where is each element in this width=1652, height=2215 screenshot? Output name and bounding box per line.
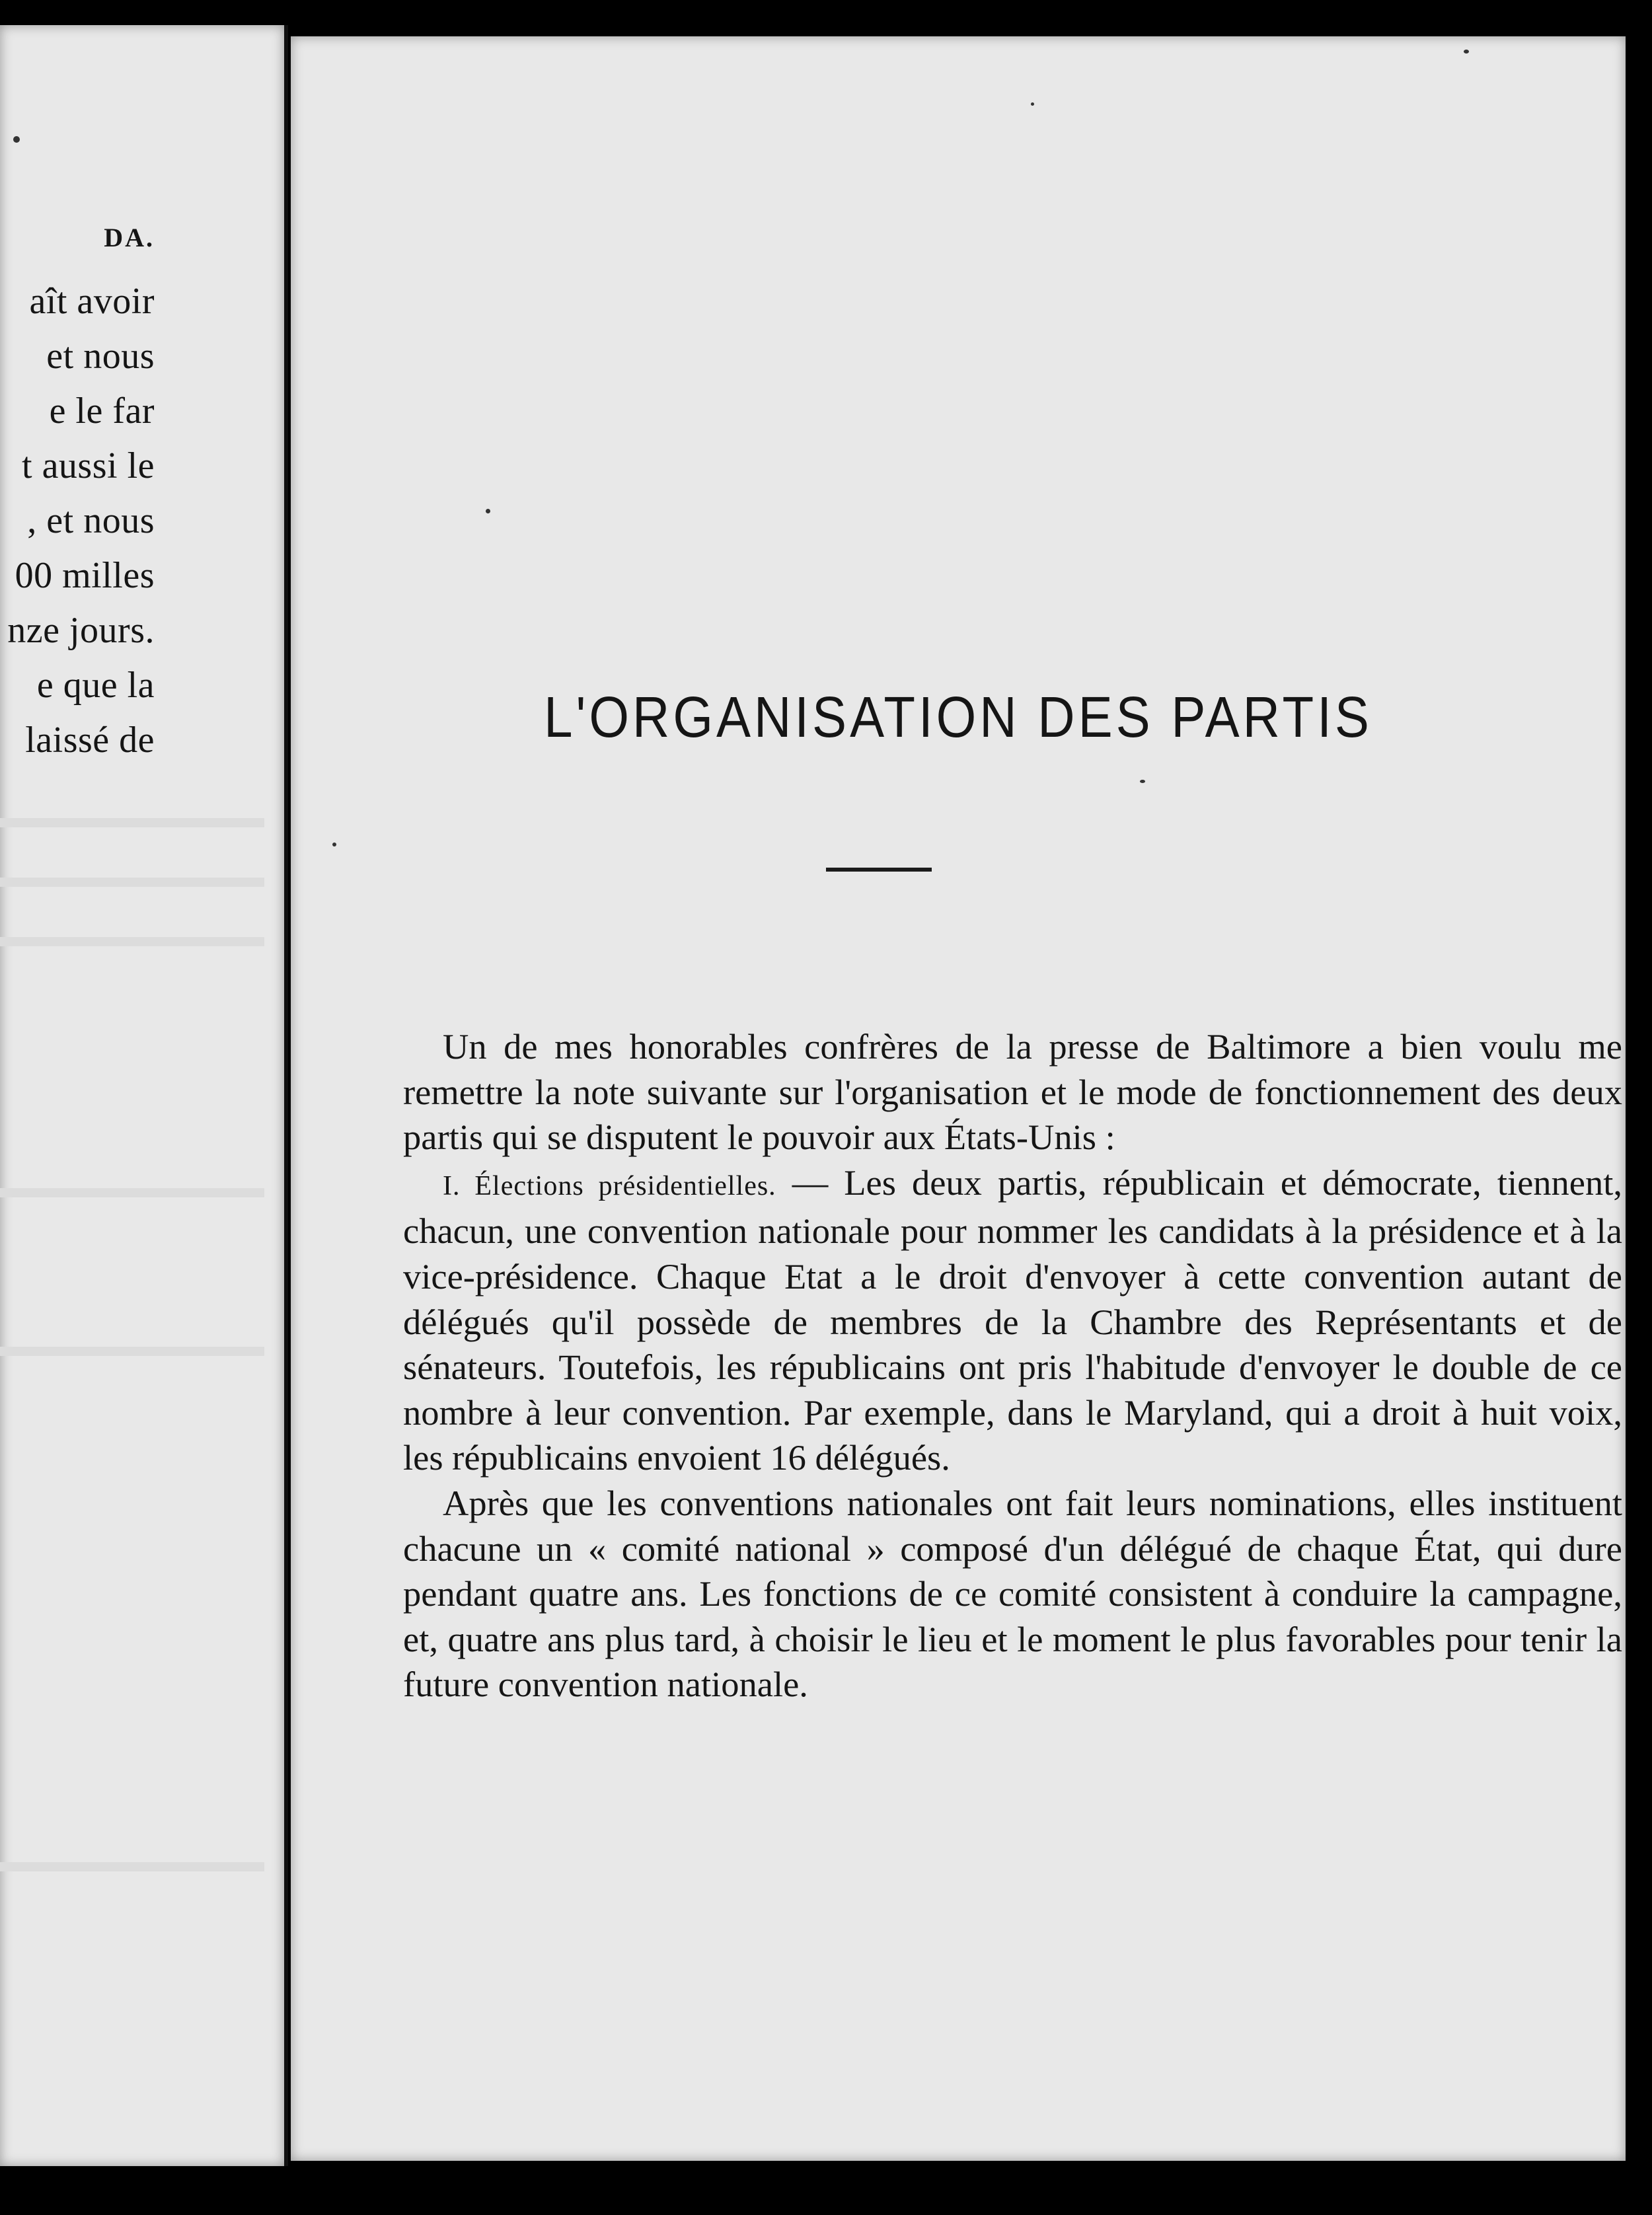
previous-page-line: t aussi le: [22, 445, 155, 486]
bleed-through-line: [0, 1188, 264, 1197]
book-page: [291, 36, 1626, 2161]
paragraph: Un de mes honorables confrères de la presse de Baltimore a bien voulu me remettre la note suivante sur l'organisation et le mode de fonctionnement des deux partis qui se disputent le pouvoir aux États-Unis :: [403, 1026, 1622, 1158]
previous-page-line: aît avoir: [29, 281, 155, 322]
ink-speck: [1464, 50, 1469, 54]
body-text: [403, 1024, 1622, 1708]
previous-page-line: e le far: [49, 391, 155, 432]
previous-page-header: DA.: [104, 223, 155, 252]
ink-speck: [1031, 102, 1034, 106]
ink-speck: [1140, 780, 1145, 783]
ink-speck: [486, 509, 490, 513]
previous-page-line: et nous: [46, 336, 155, 377]
previous-page-line: nze jours.: [7, 610, 155, 651]
bleed-through-line: [0, 878, 264, 887]
bleed-through-line: [0, 1862, 264, 1871]
previous-page-line: 00 milles: [15, 555, 155, 596]
previous-page-line: , et nous: [27, 500, 155, 541]
bleed-through-line: [0, 818, 264, 827]
chapter-title: L'ORGANISATION DES PARTIS: [544, 684, 1372, 750]
previous-page-line: e que la: [36, 665, 155, 706]
paragraph: I. Élections présidentielles. — Les deux partis, républicain et démocrate, tiennent, chacun, une convention nationale pour nommer les candidats à la présidence et à la vice-présidence. Chaque Etat a le droit d'envoyer à cette convention autant de délégués qu'il possède de membres de la Chambre des Représentants et de sénateurs. Toutefois, les républicains ont pris l'habitude d'envoyer le double de ce nombre à leur convention. Par exemple, dans le Maryland, qui a droit à huit voix, les républicains envoient 16 délégués.: [403, 1162, 1622, 1478]
bleed-through-line: [0, 1347, 264, 1356]
ink-speck: [13, 136, 20, 143]
section-heading: I. Élections présidentielles.: [443, 1170, 776, 1201]
ink-speck: [332, 843, 336, 846]
paragraph: Après que les conventions nationales ont fait leurs nominations, elles instituent chacune un « comité national » composé d'un délégué de chaque État, qui dure pendant quatre ans. Les fonctions de ce comité consistent à conduire la campagne, et, quatre ans plus tard, à choisir le lieu et le moment le plus favorables pour tenir la future convention nationale.: [403, 1482, 1622, 1705]
bleed-through-line: [0, 937, 264, 946]
previous-page: [0, 25, 288, 2166]
previous-page-line: laissé de: [25, 720, 155, 761]
title-rule: [826, 868, 932, 872]
